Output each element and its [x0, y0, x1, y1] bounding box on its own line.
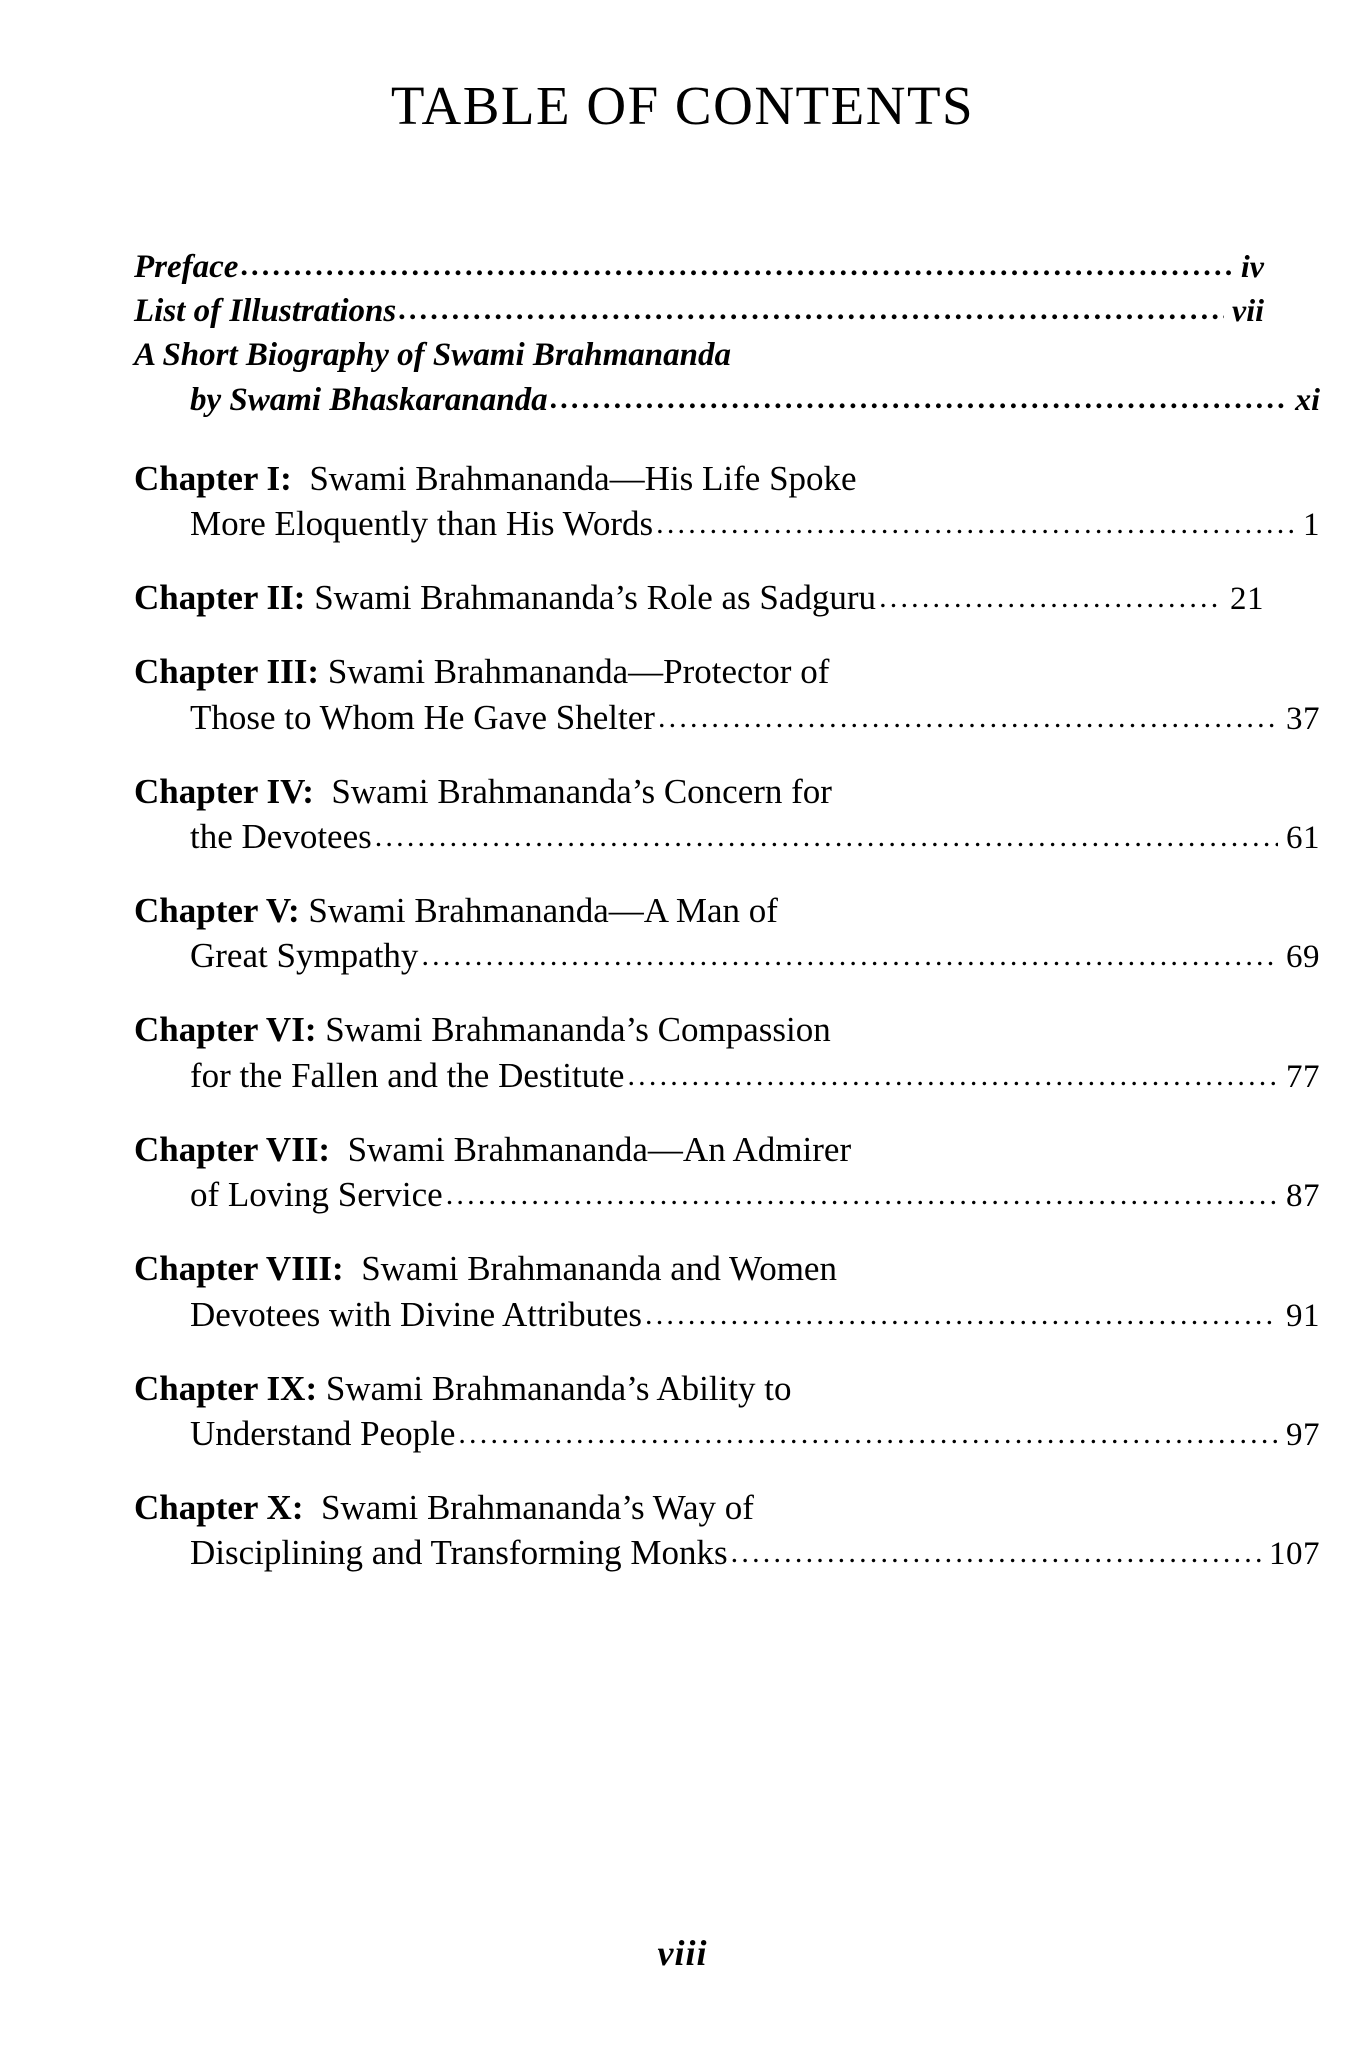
leader-dots [399, 290, 1224, 330]
toc-entry-page: iv [1240, 248, 1264, 284]
toc-entry-row-continuation [134, 1172, 1320, 1218]
chapter-title-continuation: Disciplining and Transforming Monks [190, 1533, 728, 1573]
toc-entry-list-of-illustrations[interactable] [134, 289, 1264, 333]
chapter-title: Swami Brahmananda—An Admirer [347, 1129, 852, 1169]
toc-entry-page: 21 [1230, 581, 1264, 618]
chapter-number: Chapter VIII: Swami Brahmananda and Women [134, 1249, 837, 1289]
leader-dots [446, 1175, 1278, 1214]
leader-dots [879, 578, 1222, 617]
leader-dots [645, 1295, 1278, 1334]
toc-entry-chapter-7[interactable] [134, 1127, 1320, 1218]
chapter-number: Chapter VI: Swami Brahmananda’s Compassion [134, 1010, 831, 1050]
toc-entry-chapter-9[interactable] [134, 1366, 1320, 1457]
chapter-number: Chapter V: Swami Brahmananda—A Man of [134, 890, 778, 930]
toc-entry-label-continuation: by Swami Bhaskarananda [190, 381, 548, 418]
toc-entry-row-continuation [134, 501, 1320, 547]
toc-entry-row-continuation [134, 814, 1320, 860]
toc-entry-page: xi [1295, 380, 1320, 417]
toc-entry-chapter-4[interactable] [134, 769, 1320, 860]
toc-entry-row-continuation [134, 378, 1320, 422]
toc-entry-row [134, 1366, 1264, 1412]
toc-entry-page: 91 [1286, 1297, 1320, 1334]
chapter-number: Chapter I: Swami Brahmananda—His Life Spoke [134, 458, 857, 498]
toc-entry-row [134, 289, 1264, 333]
chapter-title-continuation: Great Sympathy [190, 936, 419, 976]
chapter-number: Chapter III: Swami Brahmananda—Protector of [134, 652, 830, 692]
toc-entry-preface[interactable] [134, 245, 1264, 289]
toc-entry-row [134, 888, 1264, 934]
leader-dots [658, 698, 1278, 737]
leader-dots [551, 379, 1288, 419]
toc-entry-chapter-10[interactable] [134, 1485, 1320, 1576]
toc-entry-label: Preface [134, 249, 239, 285]
toc-entry-short-biography[interactable] [134, 333, 1320, 421]
page-folio: viii [657, 1933, 708, 1973]
chapter-title: Swami Brahmananda—A Man of [308, 890, 778, 930]
chapter-number: Chapter II: Swami Brahmananda’s Role as Sadguru [134, 578, 877, 618]
leader-dots [375, 817, 1278, 856]
chapter-title-continuation: the Devotees [190, 817, 372, 857]
chapter-title: Swami Brahmananda—His Life Spoke [309, 458, 857, 498]
chapter-title: Swami Brahmananda’s Way of [320, 1487, 754, 1527]
toc-entry-page: 61 [1286, 820, 1320, 857]
toc-entry-page: 37 [1286, 700, 1320, 737]
toc-entry-row-continuation [134, 1292, 1320, 1338]
toc-entry-row-continuation [134, 695, 1320, 741]
chapter-title: Swami Brahmananda’s Concern for [331, 771, 832, 811]
toc-entry-row-continuation [134, 1053, 1320, 1099]
chapter-number: Chapter IX: Swami Brahmananda’s Ability to [134, 1368, 792, 1408]
toc-entry-row-continuation [134, 1530, 1320, 1576]
toc-entry-label: A Short Biography of Swami Brahmananda [134, 337, 731, 374]
toc-entry-chapter-3[interactable] [134, 649, 1320, 740]
page-title: TABLE OF CONTENTS [390, 75, 975, 136]
toc-entry-page: vii [1232, 292, 1264, 329]
toc-entry-chapter-1[interactable] [134, 456, 1320, 547]
chapter-title-continuation: Those to Whom He Gave Shelter [190, 697, 655, 737]
chapter-title-continuation: Devotees with Divine Attributes [190, 1294, 643, 1334]
chapter-number: Chapter VII: Swami Brahmananda—An Admirer [134, 1129, 852, 1169]
toc-entry-label: List of Illustrations [134, 293, 397, 330]
toc-entry-row-continuation [134, 933, 1320, 979]
toc-entry-row [134, 333, 1264, 377]
chapter-number: Chapter X: Swami Brahmananda’s Way of [134, 1487, 754, 1527]
toc-entry-chapter-8[interactable] [134, 1246, 1320, 1337]
leader-dots [241, 246, 1232, 286]
leader-dots [656, 504, 1295, 543]
leader-dots [421, 936, 1278, 975]
chapter-title-continuation: More Eloquently than His Words [190, 504, 654, 544]
toc-entry-row [134, 575, 1264, 621]
toc-entry-page: 87 [1286, 1178, 1320, 1215]
toc-entry-row [134, 245, 1264, 289]
toc-entry-page: 97 [1286, 1417, 1320, 1453]
toc-entry-row [134, 1246, 1264, 1292]
chapter-title-continuation: Understand People [190, 1414, 456, 1453]
chapter-title-continuation: for the Fallen and the Destitute [190, 1055, 625, 1095]
chapter-title: Swami Brahmananda—Protector of [327, 652, 830, 692]
chapter-title: Swami Brahmananda and Women [361, 1249, 837, 1289]
toc-entry-row-continuation [134, 1411, 1320, 1457]
chapter-title-continuation: of Loving Service [190, 1175, 443, 1215]
toc-entry-page: 107 [1269, 1536, 1320, 1573]
toc-entry-row [134, 1007, 1264, 1053]
chapter-title: Swami Brahmananda’s Ability to [325, 1368, 792, 1408]
toc-entry-page: 1 [1303, 507, 1320, 544]
chapter-number: Chapter IV: Swami Brahmananda’s Concern for [134, 771, 832, 811]
chapter-title: Swami Brahmananda’s Compassion [325, 1010, 831, 1050]
toc-entry-chapter-6[interactable] [134, 1007, 1320, 1098]
toc-entry-page: 69 [1286, 939, 1320, 976]
leader-dots [627, 1056, 1278, 1095]
toc-entry-row [134, 649, 1264, 695]
toc-entry-chapter-5[interactable] [134, 888, 1320, 979]
leader-dots [458, 1414, 1278, 1453]
toc-entry-row [134, 456, 1264, 502]
toc-entry-chapter-2[interactable] [134, 575, 1264, 621]
chapter-title: Swami Brahmananda’s Role as Sadguru [314, 578, 877, 618]
toc-entry-page: 77 [1286, 1058, 1320, 1095]
toc-entry-row [134, 1485, 1264, 1531]
leader-dots [731, 1533, 1261, 1572]
chapter-group [134, 456, 1320, 1576]
toc-entry-row [134, 769, 1264, 815]
toc-entry-list [134, 245, 1320, 1604]
front-matter-group [134, 245, 1320, 422]
toc-entry-row [134, 1127, 1264, 1173]
